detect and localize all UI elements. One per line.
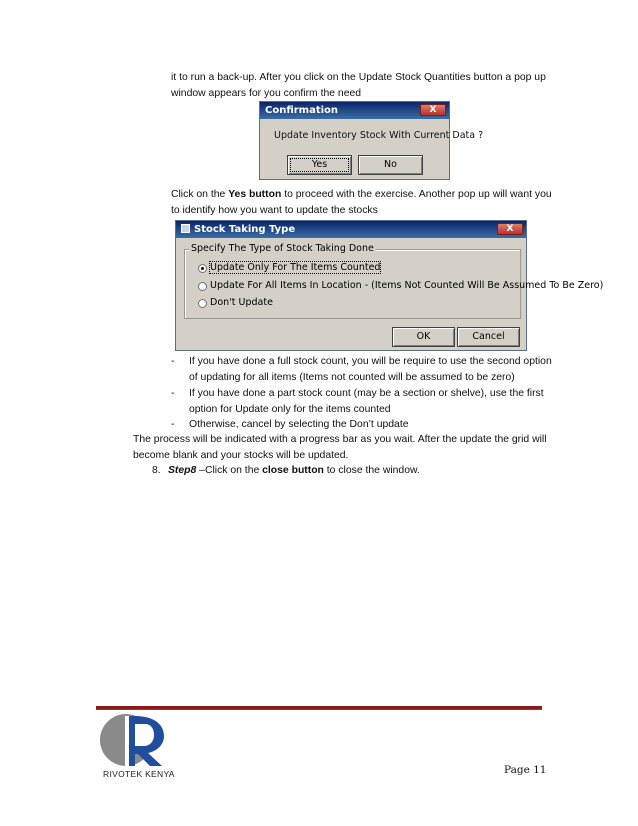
step8-pre: –Click on the — [196, 465, 263, 476]
para2-line-1 — [171, 187, 552, 204]
cancel-button[interactable]: Cancel — [457, 327, 520, 347]
confirmation-title: Confirmation — [265, 105, 339, 116]
bullet-2-line-1: If you have done a part stock count (may be a section or shelve), use the first — [189, 388, 544, 399]
step8-number: 8. — [152, 465, 161, 476]
rivotek-logo — [98, 712, 172, 768]
logo-r-counter — [135, 724, 154, 746]
yes-button[interactable]: Yes — [287, 155, 352, 175]
close-icon[interactable]: X — [497, 223, 523, 235]
no-button[interactable]: No — [358, 155, 423, 175]
close-button-reference: close button — [262, 465, 324, 476]
ok-button[interactable]: OK — [392, 327, 455, 347]
bullet-3-dash: - — [171, 419, 175, 430]
intro-line-2: window appears for you confirm the need — [171, 88, 362, 99]
confirmation-title-bar — [260, 102, 449, 119]
footer-rule — [96, 706, 542, 710]
para2-text-a: Click on the — [171, 189, 229, 200]
radio-label-update-all[interactable]: Update For All Items In Location - (Items Not Counted Will Be Assumed To Be Zero) — [210, 280, 604, 291]
radio-dont-update[interactable] — [198, 299, 207, 308]
close-icon[interactable]: X — [420, 104, 446, 116]
brand-name: RIVOTEK KENYA — [103, 769, 175, 779]
stock-type-group-label: Specify The Type of Stock Taking Done — [191, 243, 374, 254]
bullet-2-dash: - — [171, 388, 175, 399]
step8-label: Step8 — [168, 465, 197, 476]
bullet-2-line-2: option for Update only for the items counted — [189, 404, 391, 415]
bullet-1-dash: - — [171, 356, 175, 367]
step8-text — [168, 463, 420, 480]
radio-update-all[interactable] — [198, 282, 207, 291]
bullet-1-line-1: If you have done a full stock count, you will be require to use the second option — [189, 356, 552, 367]
para3-line-2: become blank and your stocks will be updated. — [133, 450, 349, 461]
radio-update-counted[interactable] — [198, 264, 207, 273]
step8-post: to close the window. — [323, 465, 420, 476]
yes-button-reference: Yes button — [228, 189, 282, 200]
radio-label-update-counted[interactable]: Update Only For The Items Counted — [210, 262, 381, 273]
logo-white-stripe — [125, 716, 129, 766]
radio-label-dont-update[interactable]: Don't Update — [210, 297, 273, 308]
para2-text-b: to proceed with the exercise. Another pop up will want you — [281, 189, 552, 200]
stock-taking-type-dialog — [175, 220, 604, 351]
page-number: Page 11 — [504, 764, 547, 776]
para3-line-1: The process will be indicated with a progress bar as you wait. After the update the grid will — [133, 434, 547, 445]
stock-dialog-title-bar — [176, 221, 526, 238]
confirmation-message: Update Inventory Stock With Current Data ? — [274, 130, 484, 141]
para2-line-2: to identify how you want to update the stocks — [171, 205, 378, 216]
intro-line-1: it to run a back-up. After you click on the Update Stock Quantities button a pop up — [171, 72, 546, 83]
bullet-1-line-2: of updating for all items (Items not counted will be assumed to be zero) — [189, 372, 515, 383]
bullet-3-line-1: Otherwise, cancel by selecting the Don’t update — [189, 419, 409, 430]
confirmation-dialog — [259, 101, 484, 180]
window-icon — [181, 224, 190, 233]
stock-dialog-title: Stock Taking Type — [194, 224, 296, 235]
